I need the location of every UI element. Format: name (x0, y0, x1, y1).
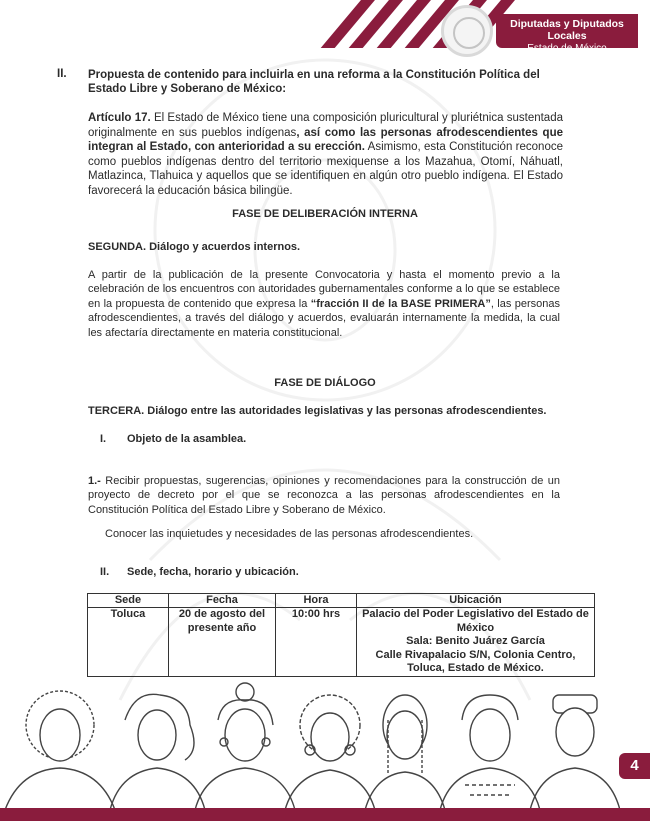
table-header-hora: Hora (276, 594, 357, 608)
table-header-fecha: Fecha (169, 594, 276, 608)
segunda-paragraph (88, 268, 560, 340)
segunda-bold-text: “fracción II de la BASE PRIMERA” (310, 297, 491, 310)
ubicacion-line-2: Sala: Benito Juárez García (406, 635, 545, 647)
article-text-2: Asimismo, esta Constitución reconoce como pueblos indígenas dentro del territorio mexiquense a los Mazahua, Otomí, Náhuatl, Matlazinca, Tlahuica y aquellos que se identifiquen en algún otro pueblo indígena. El Estado favorecerá la educación básica bilingüe. (88, 141, 563, 197)
state-seal-icon (441, 5, 493, 57)
table-header-sede: Sede (88, 594, 169, 608)
tercera-heading: TERCERA. Diálogo entre las autoridades legislativas y las personas afrodescendientes. (88, 405, 547, 417)
segunda-text-1: A partir de la publicación de la presente Convocatoria y hasta el momento previo a la celebración de los encuentros con autoridades gubernamentales conforme a lo que se establece en la propuesta de contenido que expresa la (88, 269, 560, 310)
point-1-text: Recibir propuestas, sugerencias, opiniones y recomendaciones para la construcción de un proyecto de decreto por el que se reconozca a las personas afrodescendientes en la Constitución Política del Estado Libre y Soberano de México. (88, 475, 560, 516)
item-1-number: I. (100, 433, 107, 445)
article-label: Artículo 17. (88, 112, 151, 124)
segunda-heading: SEGUNDA. Diálogo y acuerdos internos. (88, 241, 301, 253)
ubicacion-line-1: Palacio del Poder Legislativo del Estado de México (362, 608, 589, 634)
point-1-number: 1.- (88, 475, 101, 487)
section-number: II. (57, 68, 67, 80)
cell-hora: 10:00 hrs (276, 608, 357, 677)
item-2-title: Sede, fecha, horario y ubicación. (127, 566, 299, 578)
point-2-paragraph: Conocer las inquietudes y necesidades de las personas afrodescendientes. (105, 528, 474, 540)
table-row (88, 608, 595, 677)
point-1-paragraph (88, 474, 560, 517)
brand-badge (496, 14, 638, 54)
people-illustration (0, 680, 620, 810)
brand-title: Diputadas y Diputados Locales (510, 18, 624, 42)
cell-sede: Toluca (88, 608, 169, 677)
section-title: Propuesta de contenido para incluirla en una reforma a la Constitución Política del Estado Libre y Soberano de México: (88, 69, 540, 95)
page-number-badge: 4 (619, 753, 650, 779)
footer-band (0, 808, 650, 821)
cell-ubicacion (357, 608, 595, 677)
article-bold-text: , así como las personas afrodescendientes que integran al Estado, con anterioridad a su erección. (88, 126, 563, 154)
schedule-table (87, 593, 595, 677)
cell-fecha: 20 de agosto del presente año (169, 608, 276, 677)
item-1-title: Objeto de la asamblea. (127, 433, 247, 445)
table-header-row (88, 594, 595, 608)
ubicacion-line-3: Calle Rivapalacio S/N, Colonia Centro, Toluca, Estado de México. (375, 648, 576, 674)
phase-dialog-heading: FASE DE DIÁLOGO (274, 377, 376, 389)
table-header-ubicacion: Ubicación (357, 594, 595, 608)
brand-subtitle: Estado de México (527, 43, 607, 54)
segunda-text-2: , las personas afrodescendientes, a través del diálogo y acuerdos, evaluarán internamente la medida, la cual les afectaría directamente en materia constitucional. (88, 297, 561, 339)
item-2-number: II. (100, 566, 110, 578)
article-text-1: El Estado de México tiene una composición pluricultural y pluriétnica sustentada originalmente en sus pueblos indígenas (88, 112, 563, 139)
article-17-paragraph (88, 111, 563, 199)
phase-internal-heading: FASE DE DELIBERACIÓN INTERNA (232, 208, 418, 220)
